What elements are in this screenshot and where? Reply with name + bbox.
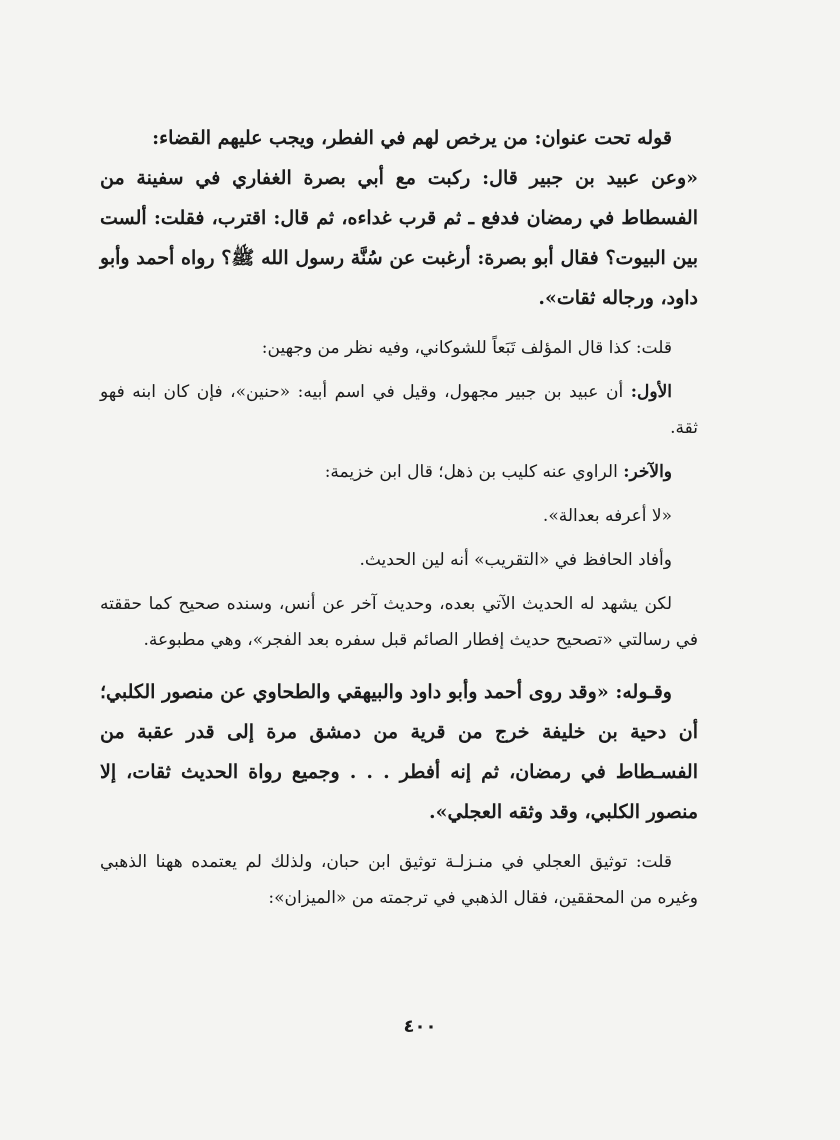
hafiz-paragraph: وأفاد الحافظ في «التقريب» أنه لين الحديث. [359, 550, 672, 570]
second-point-paragraph [100, 454, 698, 490]
heading-paragraph: قوله تحت عنوان: من يرخص لهم في الفطر، ويجب عليهم القضاء: [152, 127, 672, 149]
closing-paragraph: قلت: توثيق العجلي في منـزلـة توثيق ابن حبان، ولذلك لم يعتمده ههنا الذهبي وغيره من المحققين، فقال الذهبي في ترجمته من «الميزان»: [100, 852, 698, 908]
second-quote-paragraph: وقـوله: «وقد روى أحمد وأبو داود والبيهقي والطحاوي عن منصور الكلبي؛ أن دحية بن خليفة خرج من قرية من دمشق مرة إلى قدر عقبة من الفسـطاط في رمضان، ثم إنه أفطر . . . وجميع رواة الحديث ثقات، إلا منصور الكلبي، وقد وثقه العجلي». [100, 681, 698, 823]
second-point-text: الراوي عنه كليب بن ذهل؛ قال ابن خزيمة: [324, 462, 624, 482]
quoted-hadith-paragraph: «وعن عبيد بن جبير قال: ركبت مع أبي بصرة الغفاري في سفينة من الفسطاط في رمضان فدفع ـ ثم قرب غداءه، ثم قال: اقترب، فقلت: ألست بين البيوت؟ فقال أبو بصرة: أرغبت عن سُنَّة رسول الله ﷺ؟ رواه أحمد وأبو داود، ورجاله ثقات». [100, 167, 698, 309]
page-body [100, 118, 698, 924]
comment-paragraph: قلت: كذا قال المؤلف تَبَعاً للشوكاني، وفيه نظر من وجهين: [261, 338, 672, 358]
supporting-paragraph: لكن يشهد له الحديث الآتي بعده، وحديث آخر عن أنس، وسنده صحيح كما حققته في رسالتي «تصحيح حديث إفطار الصائم قبل سفره بعد الفجر»، وهي مطبوعة. [100, 594, 698, 650]
second-point-label: والآخر: [623, 462, 672, 482]
quote-paragraph: «لا أعرفه بعدالة». [542, 506, 672, 526]
first-point-label: الأول: [630, 382, 672, 402]
first-point-paragraph [100, 374, 698, 446]
page-number: ٤٠٠ [403, 1016, 437, 1037]
first-point-text: أن عبيد بن جبير مجهول، وقيل في اسم أبيه: «حنين»، فإن كان ابنه فهو ثقة. [100, 382, 698, 438]
